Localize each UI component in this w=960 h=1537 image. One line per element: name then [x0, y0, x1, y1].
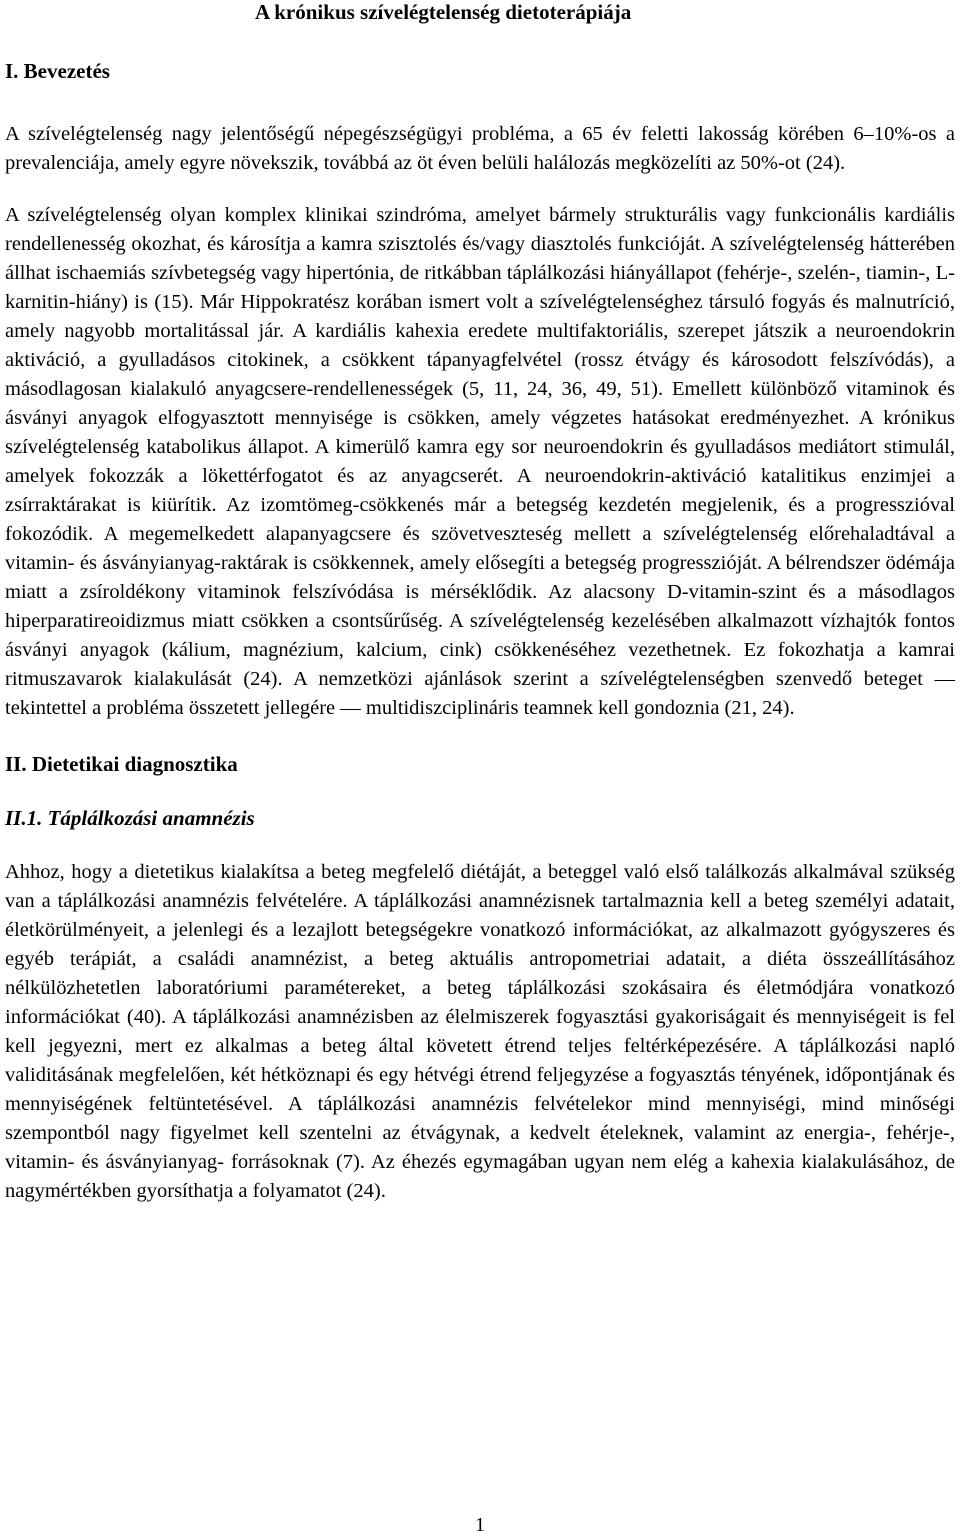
section-heading-dietetic-diagnostics: II. Dietetikai diagnosztika — [5, 752, 238, 776]
document-page — [5, 0, 955, 1206]
subsection-heading-nutritional-anamnesis: II.1. Táplálkozási anamnézis — [5, 806, 255, 830]
document-title: A krónikus szívelégtelenség dietoterápiája — [255, 0, 632, 24]
paragraph-anamnesis: Ahhoz, hogy a dietetikus kialakítsa a beteg megfelelő diétáját, a beteggel való első találkozás alkalmával szükség van a táplálkozási anamnézis felvételére. A táplálkozási anamnézisnek tartalmaznia kell a beteg személyi adatait, életkörülményeit, a jelenlegi és a lezajlott betegségekre vonatkozó információkat, az alkalmazott gyógyszeres és egyéb terápiát, a családi anamnézist, a beteg aktuális antropometriai adatait, a diéta összeállításához nélkülözhetetlen laboratóriumi paramétereket, a beteg táplálkozási szokásaira és életmódjára vonatkozó információkat (40). A táplálkozási anamnézisben az élelmiszerek fogyasztási gyakoriságait és mennyiségeit is fel kell jegyezni, mert ez alkalmas a beteg által követett étrend teljes feltérképezésére. A táplálkozási napló validitásának megfelelően, két hétköznapi és egy hétvégi étrend feljegyzése a fogyasztás tényének, időpontjának és mennyiségének feltüntetésével. A táplálkozási anamnézis felvételekor mind mennyiségi, mind minőségi szempontból nagy figyelmet kell szentelni az étvágynak, a kedvelt ételeknek, valamint az energia-, fehérje-, vitamin- és ásványianyag- forrásoknak (7). Az éhezés egymagában ugyan nem elég a kahexia kialakulásához, de nagymértékben gyorsíthatja a folyamatot (24). — [5, 861, 955, 1202]
paragraph-intro-1: A szívelégtelenség nagy jelentőségű népegészségügyi probléma, a 65 év feletti lakosság körében 6–10%-os a prevalenciája, amely egyre növekszik, továbbá az öt éven belüli halálozás megközelíti az 50%-ot (24). — [5, 123, 955, 174]
paragraph-intro-2: A szívelégtelenség olyan komplex klinikai szindróma, amelyet bármely strukturális vagy funkcionális kardiális rendellenesség okozhat, és károsítja a kamra szisztolés és/vagy diasztolés funkcióját. A szívelégtelenség hátterében állhat ischaemiás szívbetegség vagy hipertónia, de ritkábban táplálkozási hiányállapot (fehérje-, szelén-, tiamin-, L-karnitin-hiány) is (15). Már Hippokratész korában ismert volt a szívelégtelenséghez társuló fogyás és malnutríció, amely nagyobb mortalitással jár. A kardiális kahexia eredete multifaktoriális, szerepet játszik a neuroendokrin aktiváció, a gyulladásos citokinek, a csökkent tápanyagfelvétel (rossz étvágy és károsodott felszívódás), a másodlagosan kialakuló anyagcsere-rendellenességek (5, 11, 24, 36, 49, 51). Emellett különböző vitaminok és ásványi anyagok elfogyasztott mennyisége is csökken, amely végzetes hatásokat eredményezhet. A krónikus szívelégtelenség katabolikus állapot. A kimerülő kamra egy sor neuroendokrin és gyulladásos mediátort stimulál, amelyek fokozzák a lökettérfogatot és az anyagcserét. A neuroendokrin-aktiváció katalitikus enzimjei a zsírraktárakat is kiürítik. Az izomtömeg-csökkenés már a betegség kezdetén megjelenik, és a progresszióval fokozódik. A megemelkedett alapanyagcsere és szövetveszteség mellett a szívelégtelenség előrehaladtával a vitamin- és ásványianyag-raktárak is csökkennek, amely elősegíti a betegség progresszióját. A bélrendszer ödémája miatt a zsíroldékony vitaminok felszívódása is mérséklődik. Az alacsony D-vitamin-szint és a másodlagos hiperparatireoidizmus miatt csökken a csontsűrűség. A szívelégtelenség kezelésében alkalmazott vízhajtók fontos ásványi anyagok (kálium, magnézium, kalcium, cink) csökkenéséhez vezethetnek. Ez fokozhatja a kamrai ritmuszavarok kialakulását (24). A nemzetközi ajánlások szerint a szívelégtelenségben szenvedő beteget — tekintettel a probléma összetett jellegére — multidiszciplináris teamnek kell gondoznia (21, 24). — [5, 204, 955, 719]
page-number: 1 — [475, 1514, 485, 1536]
section-heading-introduction: I. Bevezetés — [5, 59, 110, 83]
